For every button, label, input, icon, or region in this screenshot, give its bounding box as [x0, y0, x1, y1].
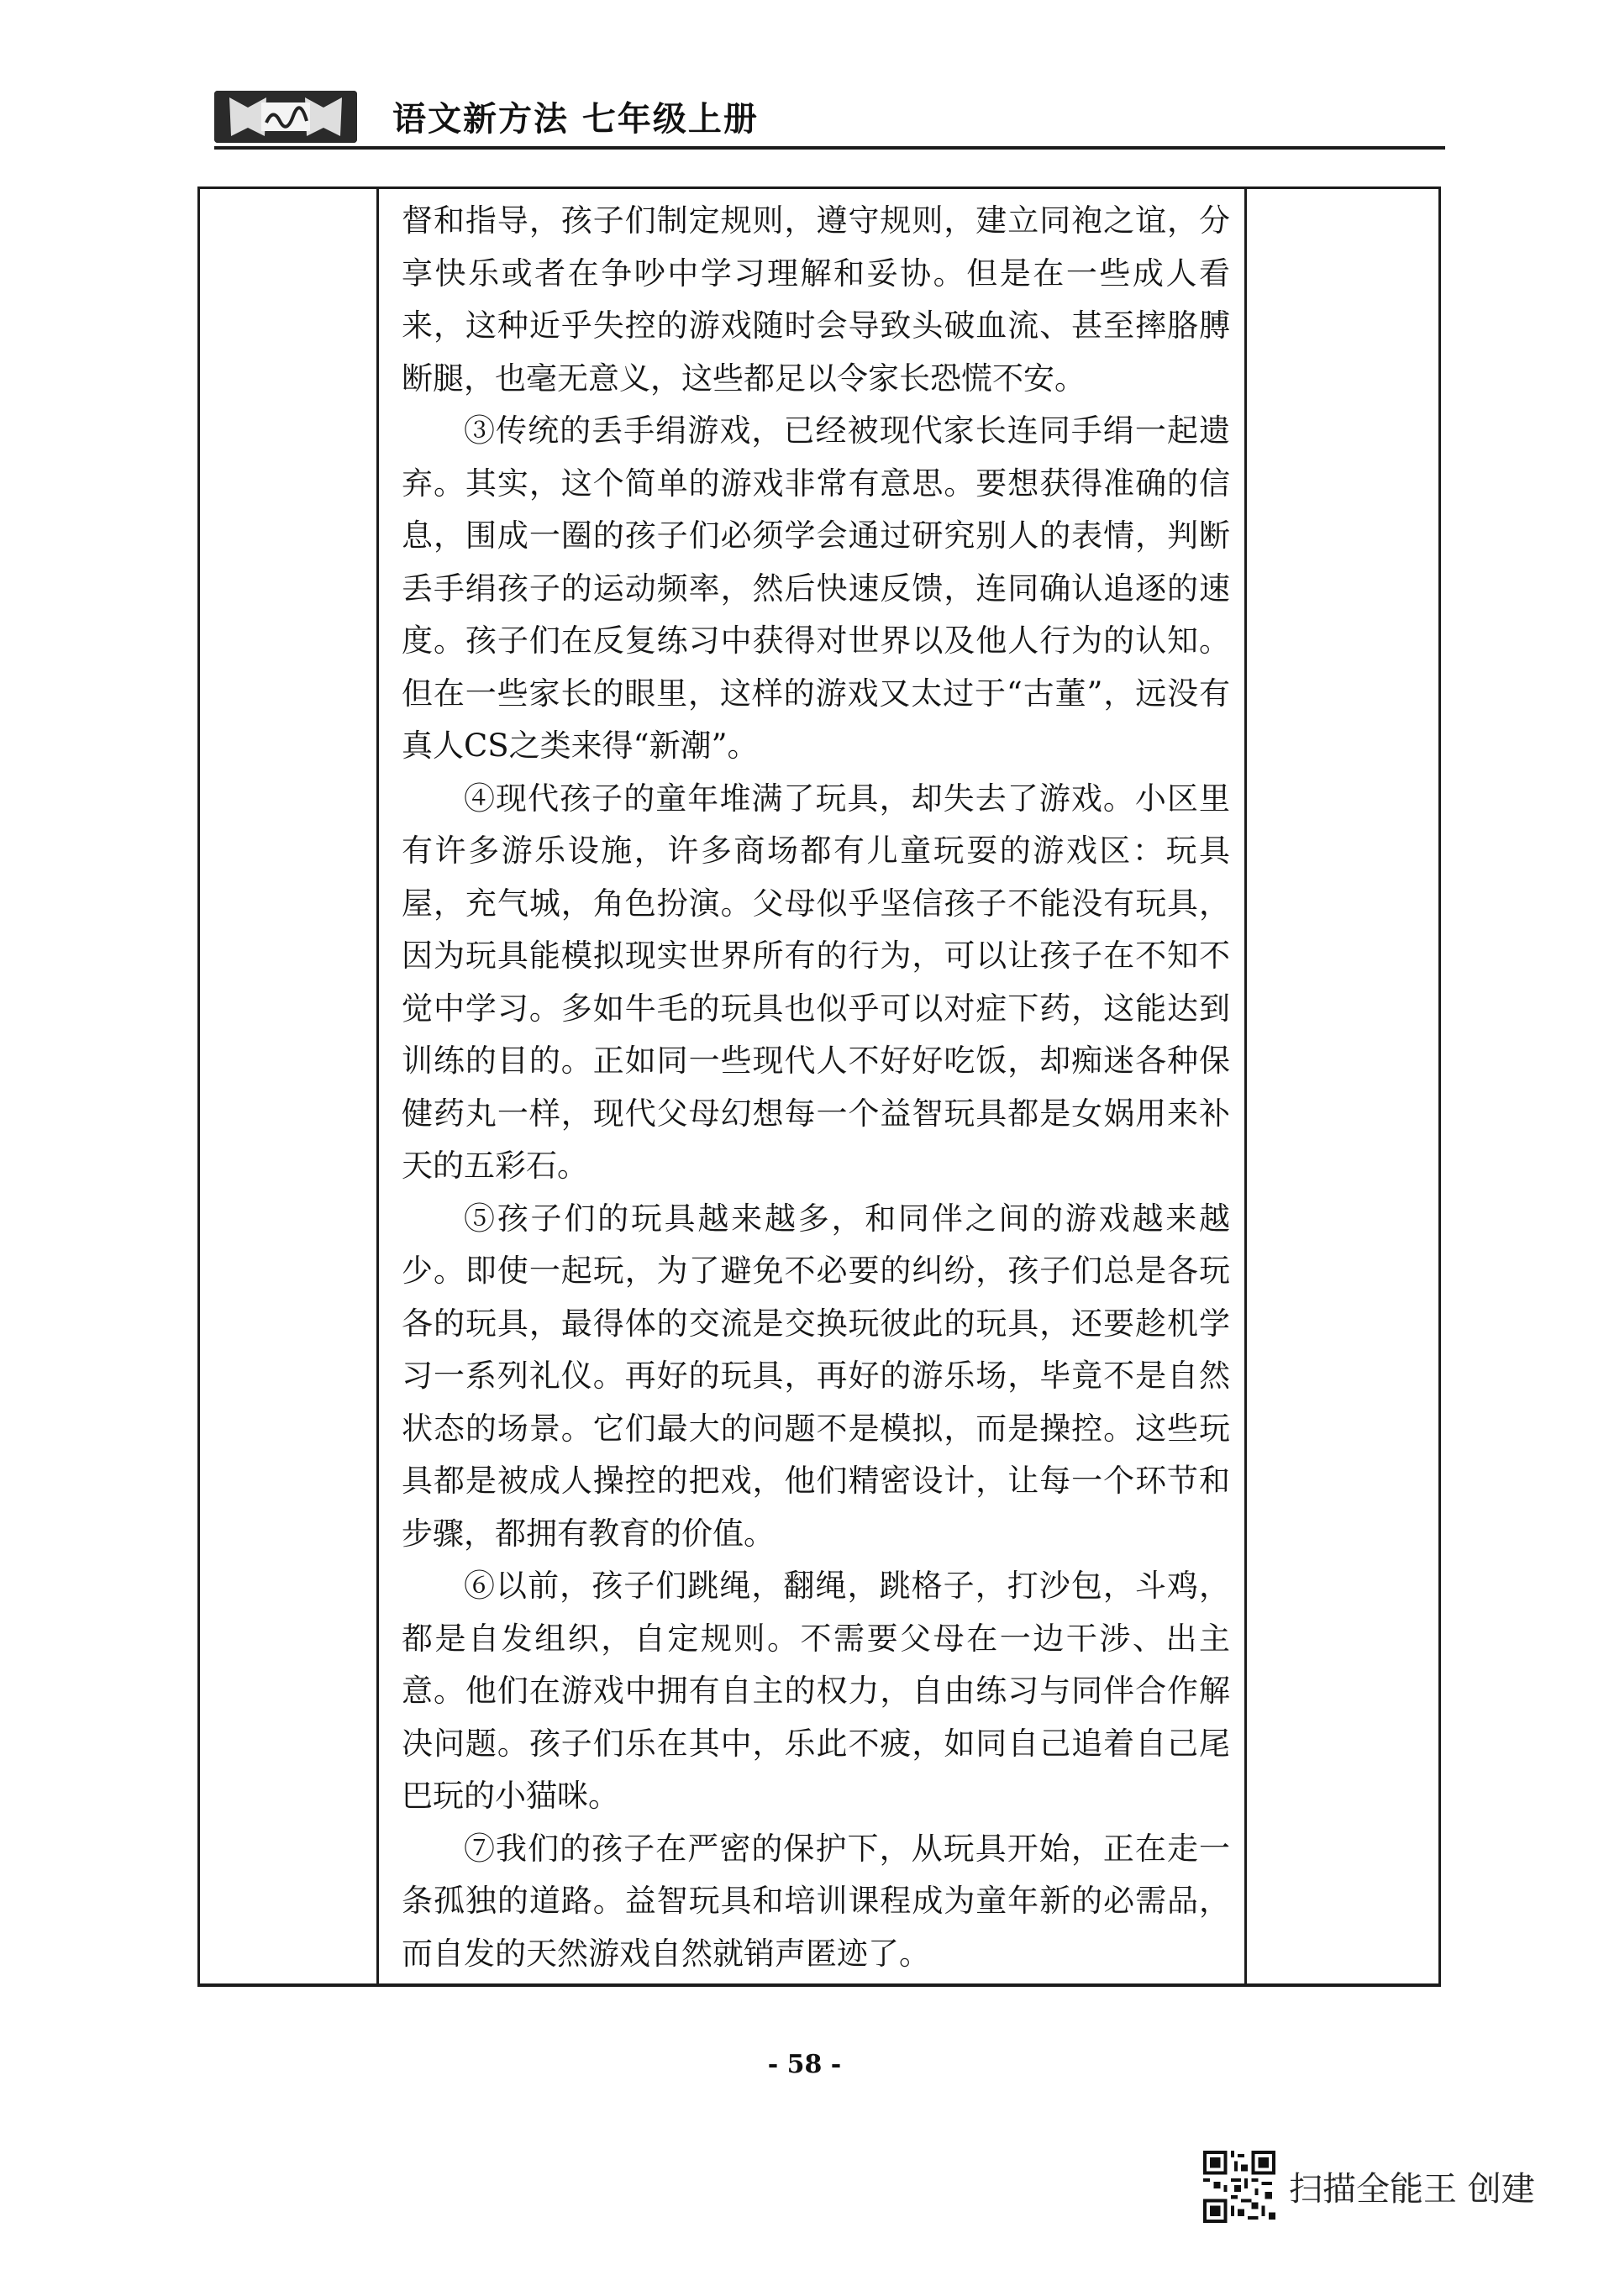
header-divider — [214, 146, 1445, 150]
passage-continuation: 督和指导，孩子们制定规则，遵守规则，建立同袍之谊，分享快乐或者在争吵中学习理解和妥协。但是在一些成人看来，这种近乎失控的游戏随时会导致头破血流、甚至摔胳膊断腿，也毫无意义，这些都足以令家长恐慌不安。 — [402, 202, 1230, 397]
reading-passage — [402, 195, 1230, 1980]
logo-emblem-icon — [214, 91, 357, 143]
qr-code-icon — [1203, 2151, 1275, 2223]
passage-paragraph-6: ⑥以前，孩子们跳绳，翻绳，跳格子，打沙包，斗鸡，都是自发组织，自定规则。不需要父母在一边干涉、出主意。他们在游戏中拥有自主的权力，自由练习与同伴合作解决问题。孩子们乐在其中，乐此不疲，如同自己追着自己尾巴玩的小猫咪。 — [402, 1568, 1230, 1814]
watermark-text: 扫描全能王 创建 — [1289, 2170, 1535, 2209]
passage-paragraph-3: ③传统的丢手绢游戏，已经被现代家长连同手绢一起遗弃。其实，这个简单的游戏非常有意思。要想获得准确的信息，围成一圈的孩子们必须学会通过研究别人的表情，判断丢手绢孩子的运动频率，然后快速反馈，连同确认追逐的速度。孩子们在反复练习中获得对世界以及他人行为的认知。但在一些家长的眼里，这样的游戏又太过于“古董”，远没有真人CS之类来得“新潮”。 — [402, 412, 1230, 764]
publisher-logo — [214, 91, 357, 143]
passage-paragraph-4: ④现代孩子的童年堆满了玩具，却失去了游戏。小区里有许多游乐设施，许多商场都有儿童玩耍的游戏区：玩具屋，充气城，角色扮演。父母似乎坚信孩子不能没有玩具，因为玩具能模拟现实世界所有的行为，可以让孩子在不知不觉中学习。多如牛毛的玩具也似乎可以对症下药，这能达到训练的目的。正如同一些现代人不好好吃饭，却痴迷各种保健药丸一样，现代父母幻想每一个益智玩具都是女娲用来补天的五彩石。 — [402, 780, 1230, 1184]
page-number: - 58 - — [767, 2050, 842, 2079]
right-column-divider — [1244, 189, 1247, 1983]
scanner-watermark — [1203, 2149, 1573, 2225]
left-column-divider — [376, 189, 379, 1983]
page-header — [214, 82, 1445, 150]
passage-paragraph-7: ⑦我们的孩子在严密的保护下，从玩具开始，正在走一条孤独的道路。益智玩具和培训课程成为童年新的必需品，而自发的天然游戏自然就销声匿迹了。 — [402, 1830, 1230, 1972]
passage-paragraph-5: ⑤孩子们的玩具越来越多，和同伴之间的游戏越来越少。即使一起玩，为了避免不必要的纠纷，孩子们总是各玩各的玩具，最得体的交流是交换玩彼此的玩具，还要趁机学习一系列礼仪。再好的玩具，再好的游乐场，毕竟不是自然状态的场景。它们最大的问题不是模拟，而是操控。这些玩具都是被成人操控的把戏，他们精密设计，让每一个环节和步骤，都拥有教育的价值。 — [402, 1200, 1230, 1552]
book-title: 语文新方法 七年级上册 — [392, 100, 759, 139]
